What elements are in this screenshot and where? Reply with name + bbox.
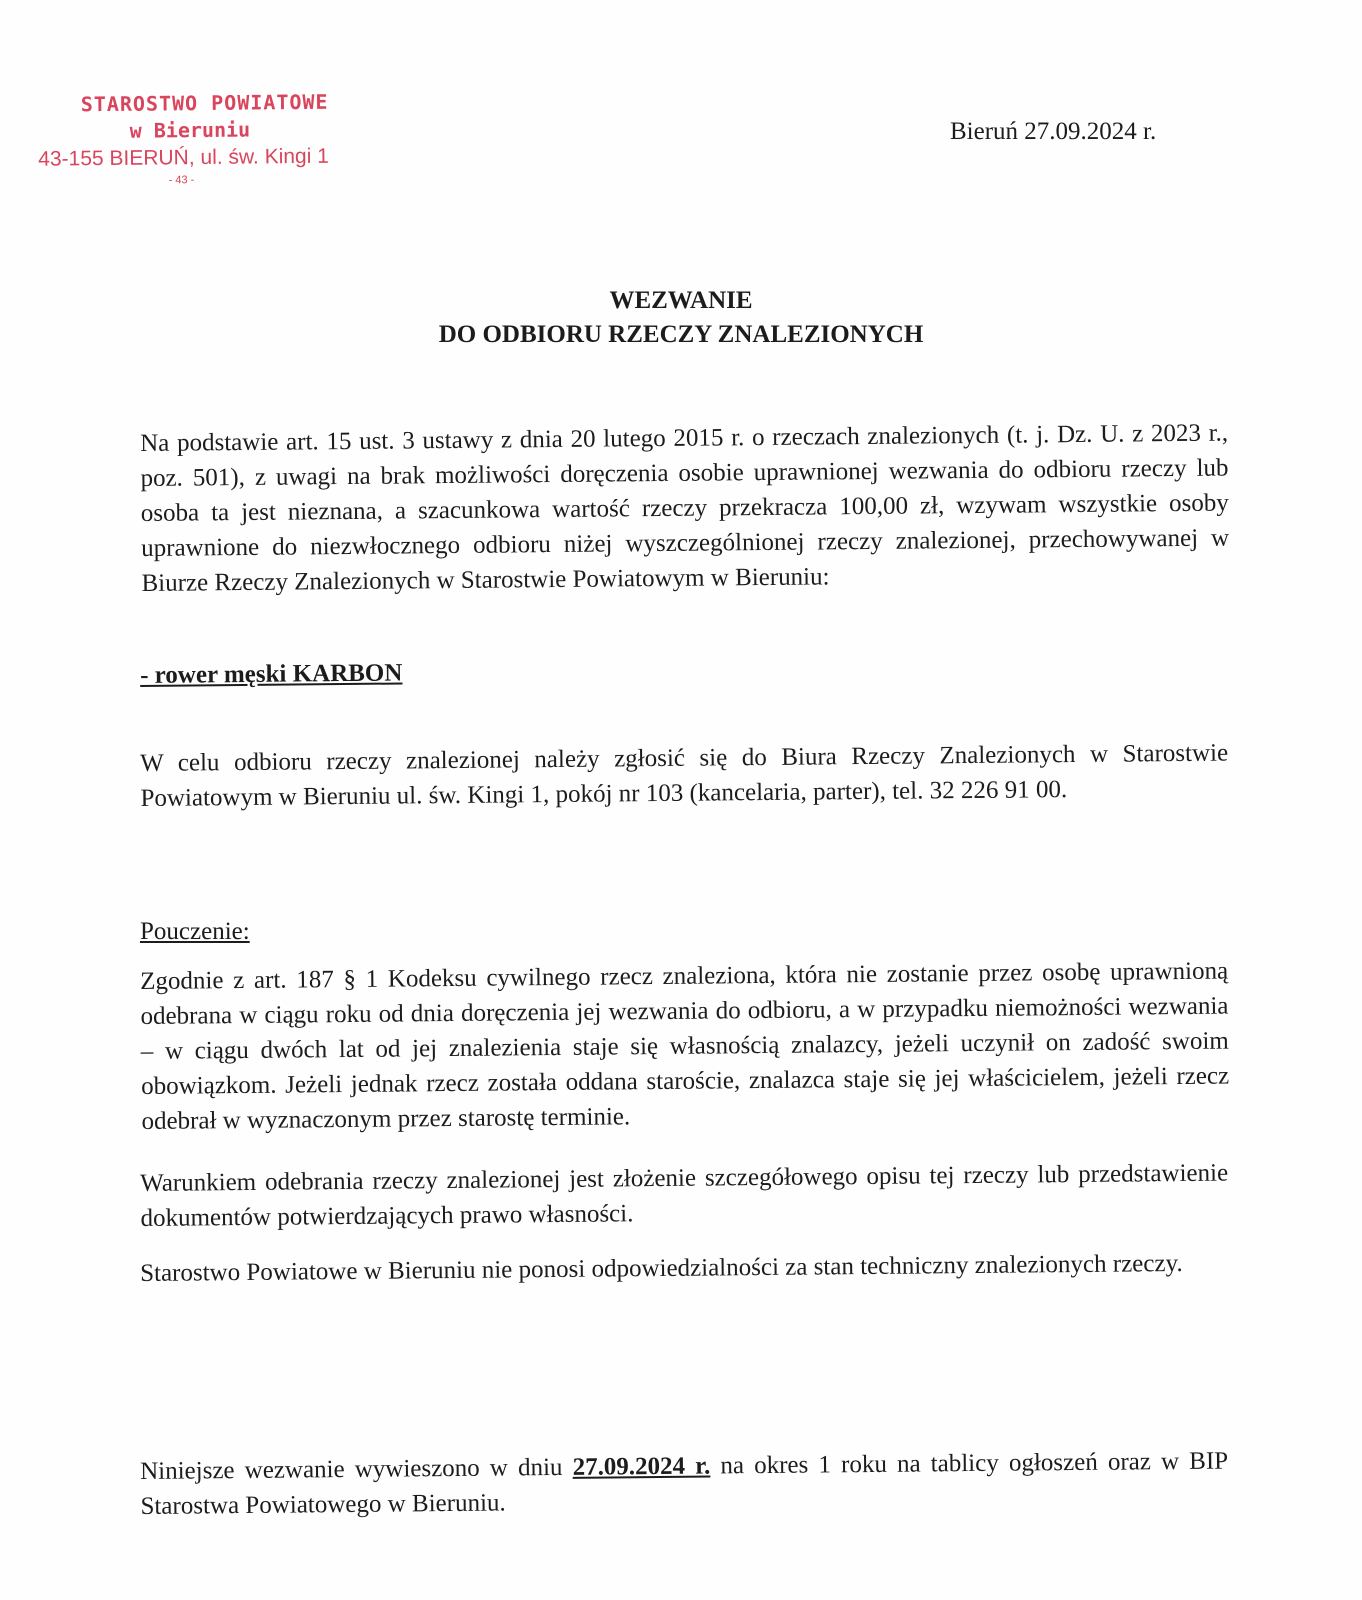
notice-paragraph-1 [140,954,1230,1139]
stamp-office-city: w Bieruniu [129,117,251,143]
stamp-office-address: 43-155 BIERUŃ, ul. św. Kingi 1 [38,144,329,171]
intro-paragraph [140,416,1230,601]
title-line-2: DO ODBIORU RZECZY ZNALEZIONYCH [438,321,924,348]
notice-paragraph-2 [140,1156,1229,1236]
notice-paragraph-3 [140,1246,1228,1291]
intro-text: Na podstawie art. 15 ust. 3 ustawy z dnia 20 lutego 2015 r. o rzeczach znalezionych (t. j. Dz. U. z 2023 r., poz. 501), z uwagi na brak możliwości doręczenia osobie uprawnionej wezwania do odbioru rzeczy lub osoba ta jest nieznana, a szacunkowa wartość rzeczy przekracza 100,00 zł, wzywam wszystkie osoby uprawnione do niezwłocznego odbioru niżej wyszczególnionej rzeczy znalezionej, przechowywanej w Biurze Rzeczy Znalezionych w Starostwie Powiatowym w Bieruniu: [140,419,1230,597]
office-stamp [39,86,370,187]
title-line-1: WEZWANIE [609,287,753,314]
posting-paragraph [140,1444,1229,1524]
stamp-office-name: STAROSTWO POWIATOWE [80,89,329,117]
notice-text-1: Zgodnie z art. 187 § 1 Kodeksu cywilnego rzecz znaleziona, która nie zostanie przez osobę uprawnioną odebrana w ciągu roku od dnia doręczenia jej wezwania do odbioru, a w przypadku niemożności wezwania – w ciągu dwóch lat od jej znalezienia staje się własnością znalazcy, jeżeli uczynił on zadość swoim obowiązkom. Jeżeli jednak rzecz została oddana staroście, znalazca staje się jej właścicielem, jeżeli rzecz odebrał w wyznaczonym przez starostę terminie. [140,957,1230,1135]
notice-text-3: Starostwo Powiatowe w Bieruniu nie ponosi odpowiedzialności za stan techniczny znalezionych rzeczy. [140,1249,1183,1287]
pickup-paragraph [140,736,1229,816]
posting-date: 27.09.2024 r. [572,1452,711,1481]
notice-heading: Pouczenie: [140,918,250,945]
stamp-number: - 43 - [168,174,195,187]
notice-text-2: Warunkiem odebrania rzeczy znalezionej jest złożenie szczegółowego opisu tej rzeczy lub przedstawienie dokumentów potwierdzających prawo własności. [140,1159,1229,1232]
found-item: - rower męski KARBON [140,659,403,689]
pickup-text: W celu odbioru rzeczy znalezionej należy zgłosić się do Biura Rzeczy Znalezionych w Starostwie Powiatowym w Bieruniu ul. św. Kingi 1, pokój nr 103 (kancelaria, parter), tel. 32 226 91 00. [140,739,1229,812]
posting-suffix: na okres 1 roku na tablicy ogłoszeń oraz w BIP Starostwa Powiatowego w Bieruniu. [140,1447,1229,1520]
place-and-date: Bieruń 27.09.2024 r. [950,118,1157,145]
posting-prefix: Niniejsze wezwanie wywieszono w dniu [140,1453,573,1485]
document-title [0,284,1362,352]
posting-text [140,1444,1229,1524]
